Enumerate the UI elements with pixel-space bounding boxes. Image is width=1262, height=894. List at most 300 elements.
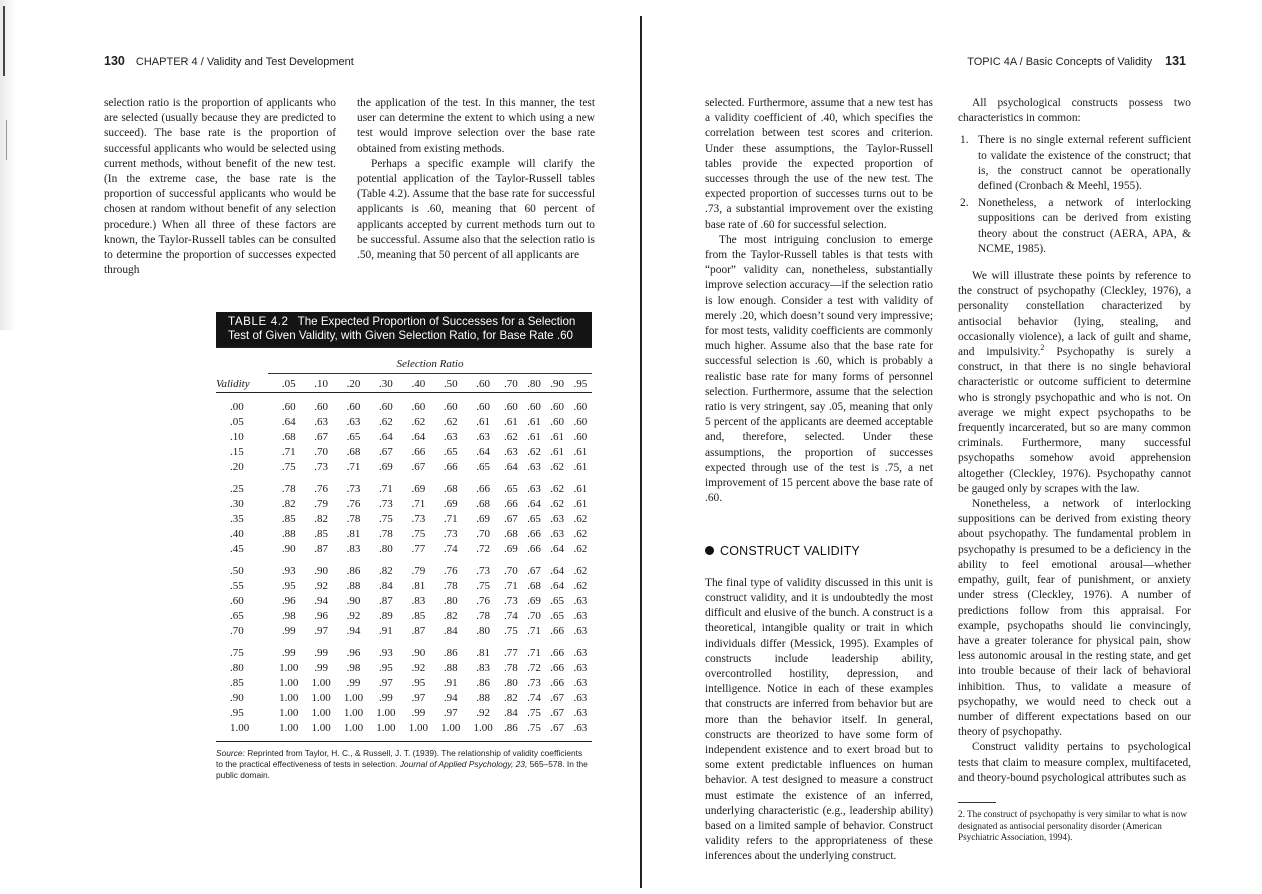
- table-cell: .78: [281, 482, 296, 495]
- table-cell: .60: [550, 415, 565, 428]
- table-row: [216, 496, 592, 511]
- table-cell: .82: [379, 564, 393, 577]
- table-cell: .62: [550, 460, 565, 473]
- table-cell: .63: [573, 721, 588, 734]
- table-cell: .65: [346, 430, 361, 443]
- list-text: There is no single external referent sufficient to validate the existence of the construct; that is, the construct cannot be operationally defined (Cronbach & Meehl, 1955).: [978, 134, 1191, 193]
- table-cell: .62: [379, 415, 393, 428]
- table-cell: .79: [314, 497, 329, 510]
- table-cell: .78: [476, 609, 490, 622]
- table-cell: .86: [476, 676, 490, 689]
- table-cell: .71: [527, 624, 541, 637]
- table-cell: .62: [550, 482, 565, 495]
- table-cell: .62: [550, 497, 565, 510]
- right-page-number: 131: [1165, 54, 1186, 68]
- table-cell: .88: [281, 527, 296, 540]
- right-running-head: [967, 54, 1186, 68]
- table-cell: .60: [443, 400, 458, 413]
- table-cell: .63: [573, 609, 588, 622]
- table-cell: .67: [314, 430, 329, 443]
- table-cell: .95: [281, 579, 296, 592]
- validity-value: .45: [230, 542, 244, 555]
- table-cell: .69: [527, 594, 541, 607]
- table-cell: .73: [443, 527, 458, 540]
- table-cell: .99: [379, 691, 393, 704]
- table-cell: .61: [573, 445, 588, 458]
- table-cell: .92: [346, 609, 361, 622]
- table-cell: .93: [379, 646, 393, 659]
- table-cell: .68: [443, 482, 458, 495]
- left-page-number: 130: [104, 54, 125, 68]
- table-cell: .69: [476, 512, 490, 525]
- table-cell: .85: [411, 609, 426, 622]
- table-label: TABLE 4.2: [228, 315, 289, 328]
- table-row: [216, 474, 592, 496]
- table-cell: 1.00: [311, 721, 331, 734]
- table-cell: .86: [346, 564, 361, 577]
- table-cell: .75: [411, 527, 426, 540]
- table-cell: .83: [411, 594, 426, 607]
- validity-value: .05: [230, 415, 244, 428]
- source-label: Source:: [216, 748, 245, 758]
- table-cell: .61: [573, 482, 588, 495]
- source-journal: Journal of Applied Psychology, 23,: [399, 759, 528, 769]
- validity-value: .15: [230, 445, 244, 458]
- table-cell: .73: [314, 460, 329, 473]
- table-cell: .61: [503, 415, 518, 428]
- table-cell: 1.00: [343, 706, 364, 719]
- section-heading: [705, 544, 933, 559]
- table-cell: .63: [573, 691, 588, 704]
- table-cell: .96: [314, 609, 329, 622]
- table-cell: .63: [573, 706, 588, 719]
- table-cell: 1.00: [279, 721, 299, 734]
- table-cell: .82: [281, 497, 296, 510]
- validity-value: .00: [230, 400, 244, 413]
- table-cell: .75: [503, 624, 518, 637]
- table-cell: 1.00: [279, 661, 299, 674]
- table-cell: .73: [476, 564, 490, 577]
- table-cell: .62: [573, 579, 588, 592]
- body-paragraph: selected. Furthermore, assume that a new test has a validity coefficient of .40, which specifies the correlation between test scores and criterion. Under these assumptions, the Taylor-Russell tables provide the expected proportion of successes through the use of the new test. The expected proportion of successes turns out to be .73, a substantial improvement over the existing base rate of .60 for successful selection.: [705, 97, 933, 231]
- body-paragraph: [958, 269, 1191, 497]
- table-cell: .73: [527, 676, 541, 689]
- footnote: 2. The construct of psychopathy is very similar to what is now designated as antisocial personality disorder (American Psychiatric Association, 1994).: [958, 808, 1187, 843]
- table-cell: .76: [443, 564, 458, 577]
- table-cell: 1.00: [311, 676, 331, 689]
- paragraph-text: Psychopathy is surely a construct, in that there is no single behavioral characteristic or outcome sufficient to determine who is strongly psychopathic and who is not. On average we might expect psychopaths to be frequently incarcerated, but so are many common criminals. Furthermore, many successful psychopaths somehow avoid apprehension altogether (Cleckley, 1976). Psychopathy cannot be gauged only by scrapes with the law.: [958, 346, 1191, 495]
- table-cell: .66: [550, 676, 565, 689]
- table-cell: .68: [476, 497, 490, 510]
- table-cell: .71: [379, 482, 393, 495]
- table-cell: .98: [346, 661, 361, 674]
- table-cell: .69: [503, 542, 518, 555]
- table-cell: .83: [346, 542, 361, 555]
- validity-value: .30: [230, 497, 244, 510]
- table-cell: 1.00: [408, 721, 428, 734]
- table-cell: .80: [443, 594, 458, 607]
- table-cell: .72: [527, 661, 541, 674]
- table-row: [216, 638, 592, 660]
- table-cell: .82: [314, 512, 329, 525]
- table-row: [216, 414, 592, 429]
- binding-mark: [3, 6, 5, 76]
- validity-value: .90: [230, 691, 244, 704]
- selection-ratio-column-header: .95: [573, 378, 588, 391]
- table-cell: .73: [379, 497, 393, 510]
- table-cell: 1.00: [376, 706, 396, 719]
- selection-ratio-column-header: .90: [550, 378, 565, 391]
- validity-value: .40: [230, 527, 244, 540]
- list-text: Nonetheless, a network of interlocking suppositions can be derived from existing theory about the construct (AERA, APA, & NCME, 1985).: [978, 197, 1191, 255]
- table-cell: .60: [346, 400, 361, 413]
- table-cell: .70: [527, 609, 541, 622]
- table-cell: .85: [281, 512, 296, 525]
- table-cell: .62: [443, 415, 458, 428]
- table-cell: .99: [281, 624, 296, 637]
- table-cell: 1.00: [311, 691, 331, 704]
- table-cell: .65: [550, 609, 565, 622]
- table-cell: .88: [346, 579, 361, 592]
- selection-ratio-column-header: .50: [443, 378, 458, 391]
- table-body: [216, 392, 592, 735]
- table-cell: .94: [346, 624, 361, 637]
- paragraph-text: We will illustrate these points by reference to the construct of psychopathy (Cleckley, 1976), a personality constellation characterized by antisocial behavior (lying, stealing, and occasionally violence), a lack of guilt and shame, and impulsivity.: [958, 270, 1191, 359]
- table-cell: .64: [527, 497, 541, 510]
- table-row: [216, 459, 592, 474]
- table-cell: .62: [503, 430, 518, 443]
- footnote-rule: [958, 802, 996, 803]
- table-cell: .75: [379, 512, 393, 525]
- selection-ratio-header: Selection Ratio: [396, 358, 464, 370]
- table-cell: .67: [411, 460, 426, 473]
- table-cell: .71: [503, 579, 518, 592]
- selection-ratio-column-header: .30: [379, 378, 393, 391]
- table-cell: .61: [527, 430, 541, 443]
- table-cell: .60: [411, 400, 426, 413]
- source-text: Reprinted from Taylor, H. C., & Russell, J. T. (1939). The relationship of validity coefficients to the practical effectiveness of tests in selection.: [216, 748, 583, 769]
- table-cell: .81: [411, 579, 426, 592]
- selection-ratio-column-header: .70: [503, 378, 518, 391]
- binding-mark: [6, 120, 7, 160]
- validity-value: .10: [230, 430, 244, 443]
- selection-ratio-column-header: .10: [314, 378, 329, 391]
- table-cell: .96: [281, 594, 296, 607]
- table-cell: .61: [476, 415, 490, 428]
- table-cell: .67: [379, 445, 393, 458]
- validity-value: .70: [230, 624, 244, 637]
- table-cell: .74: [443, 542, 458, 555]
- table-cell: .74: [503, 609, 518, 622]
- table-cell: .61: [573, 460, 588, 473]
- table-cell: .62: [573, 512, 588, 525]
- table-cell: .81: [346, 527, 361, 540]
- left-running-head: [104, 54, 354, 68]
- table-cell: .92: [476, 706, 490, 719]
- validity-value: .35: [230, 512, 244, 525]
- numbered-list: [958, 133, 1191, 257]
- validity-value: .55: [230, 579, 244, 592]
- table-cell: .61: [573, 497, 588, 510]
- table-cell: .86: [443, 646, 458, 659]
- table-cell: .87: [379, 594, 393, 607]
- table-cell: .63: [573, 646, 588, 659]
- table-cell: .67: [527, 564, 541, 577]
- table-cell: .75: [527, 706, 541, 719]
- table-cell: .60: [281, 400, 296, 413]
- table-cell: .71: [281, 445, 296, 458]
- table-cell: .66: [550, 646, 565, 659]
- table-cell: .61: [527, 415, 541, 428]
- table-cell: .61: [550, 445, 565, 458]
- table-row: [216, 593, 592, 608]
- table-cell: 1.00: [376, 721, 396, 734]
- validity-table: [216, 374, 592, 735]
- table-cell: .88: [476, 691, 490, 704]
- left-column-2: [357, 96, 595, 263]
- table-cell: .76: [476, 594, 490, 607]
- table-cell: .76: [314, 482, 329, 495]
- list-item: [958, 133, 1191, 194]
- table-header-row: [216, 374, 592, 392]
- table-cell: .97: [443, 706, 458, 719]
- table-cell: .96: [346, 646, 361, 659]
- table-cell: .68: [346, 445, 361, 458]
- table-cell: .66: [411, 445, 426, 458]
- table-cell: .84: [379, 579, 393, 592]
- source-text-end: 565–578. In the public domain.: [216, 759, 588, 780]
- table-cell: .82: [443, 609, 458, 622]
- table-row: [216, 392, 592, 414]
- table-cell: .71: [527, 646, 541, 659]
- table-cell: .64: [550, 579, 565, 592]
- table-row: [216, 526, 592, 541]
- table-cell: .97: [379, 676, 393, 689]
- table-cell: .69: [411, 482, 426, 495]
- table-cell: .62: [527, 445, 541, 458]
- table-cell: .67: [550, 691, 565, 704]
- table-cell: .63: [346, 415, 361, 428]
- validity-value: .75: [230, 646, 244, 659]
- table-cell: .65: [476, 460, 490, 473]
- table-cell: .60: [573, 415, 588, 428]
- table-cell: .98: [281, 609, 296, 622]
- table-cell: .66: [527, 527, 541, 540]
- body-paragraph: the application of the test. In this manner, the test user can determine the extent to which using a new test would improve selection over the base rate obtained from existing methods.: [357, 97, 595, 155]
- table-cell: .63: [476, 430, 490, 443]
- table-cell: .62: [573, 527, 588, 540]
- table-row: [216, 690, 592, 705]
- table-cell: .84: [503, 706, 518, 719]
- right-column-1: [705, 96, 933, 865]
- selection-ratio-column-header: .80: [527, 378, 541, 391]
- table-cell: .65: [503, 482, 518, 495]
- list-item: [958, 196, 1191, 257]
- table-cell: .63: [527, 460, 541, 473]
- table-cell: .83: [476, 661, 490, 674]
- validity-value: .60: [230, 594, 244, 607]
- table-row: [216, 623, 592, 638]
- table-cell: .73: [503, 594, 518, 607]
- table-cell: .62: [411, 415, 426, 428]
- table-cell: .66: [527, 542, 541, 555]
- table-cell: .60: [573, 400, 588, 413]
- table-cell: .61: [550, 430, 565, 443]
- table-cell: .80: [503, 676, 518, 689]
- validity-value: .25: [230, 482, 244, 495]
- table-cell: .63: [503, 445, 518, 458]
- table-cell: .94: [314, 594, 329, 607]
- body-paragraph: Perhaps a specific example will clarify the potential application of the Taylor-Russell tables (Table 4.2). Assume that the base rate for successful applicants is .60, meaning that 60 percent of applicants accepted by current methods turn out to be successful. Assume also that the selection ratio is .50, meaning that 50 percent of all applicants are: [357, 157, 595, 262]
- table-cell: .63: [573, 624, 588, 637]
- table-cell: .62: [573, 564, 588, 577]
- table-cell: .94: [443, 691, 458, 704]
- table-cell: .93: [281, 564, 296, 577]
- page-binding-edge: [0, 0, 16, 330]
- body-paragraph: Nonetheless, a network of interlocking suppositions can be derived from existing theory about psychopathy. The fundamental problem in psychopathy is presumed to be a deficiency in the ability to feel emotional arousal—whether empathy, guilt, fear of punishment, or anxiety under stress (Cleckley, 1976). A number of predictions follow from this appraisal. For example, psychopaths should lie convincingly, have a greater tolerance for physical pain, show less autonomic arousal in the resting state, and get into trouble because of their lack of behavioral inhibition. Thus, to validate a measure of psychopathy, we would need to check out a number of different expectations based on our theory of psychopathy.: [958, 498, 1191, 739]
- table-cell: .63: [314, 415, 329, 428]
- table-cell: .75: [281, 460, 296, 473]
- table-row: [216, 444, 592, 459]
- table-cell: .60: [527, 400, 541, 413]
- validity-value: .95: [230, 706, 244, 719]
- table-cell: .91: [443, 676, 458, 689]
- table-cell: 1.00: [343, 691, 364, 704]
- table-cell: 1.00: [311, 706, 331, 719]
- table-cell: .60: [503, 400, 518, 413]
- table-cell: .92: [411, 661, 426, 674]
- table-cell: .66: [550, 661, 565, 674]
- table-caption: [216, 312, 592, 347]
- table-cell: .66: [443, 460, 458, 473]
- right-column-2: [958, 96, 1191, 844]
- table-cell: 1.00: [473, 721, 493, 734]
- section-heading-text: CONSTRUCT VALIDITY: [720, 544, 860, 559]
- validity-value: .65: [230, 609, 244, 622]
- table-bottom-rule: [216, 741, 592, 742]
- table-cell: .63: [573, 661, 588, 674]
- table-cell: .67: [550, 721, 565, 734]
- table-cell: .90: [281, 542, 296, 555]
- table-cell: .60: [314, 400, 329, 413]
- table-row: [216, 705, 592, 720]
- body-paragraph: Construct validity pertains to psychological tests that claim to measure complex, multifaceted, and theory-bound psychological attributes such as: [958, 741, 1191, 784]
- table-cell: .91: [379, 624, 393, 637]
- table-cell: .65: [443, 445, 458, 458]
- table-cell: .64: [476, 445, 490, 458]
- validity-value: 1.00: [230, 721, 250, 734]
- table-cell: .77: [411, 542, 426, 555]
- table-row: [216, 429, 592, 444]
- table-cell: .65: [550, 594, 565, 607]
- table-cell: .99: [314, 646, 329, 659]
- table-cell: .63: [550, 527, 565, 540]
- validity-column-header: Validity: [216, 378, 250, 391]
- table-cell: .69: [379, 460, 393, 473]
- table-cell: .87: [314, 542, 329, 555]
- table-cell: .64: [550, 542, 565, 555]
- table-cell: .79: [411, 564, 426, 577]
- table-row: [216, 720, 592, 735]
- table-cell: .64: [503, 460, 518, 473]
- table-cell: .62: [573, 542, 588, 555]
- table-cell: .73: [411, 512, 426, 525]
- table-row: [216, 556, 592, 578]
- table-cell: 1.00: [441, 721, 461, 734]
- selection-ratio-column-header: .20: [346, 378, 361, 391]
- table-cell: .60: [573, 430, 588, 443]
- table-cell: .66: [503, 497, 518, 510]
- table-cell: .81: [476, 646, 490, 659]
- body-paragraph: The final type of validity discussed in this unit is construct validity, and it is undoubtedly the most difficult and elusive of the bunch. A construct is a theoretical, intangible quality or trait in which individuals differ (Messick, 1995). Examples of constructs include leadership ability, overcontrolled hostility, depression, and intelligence. Notice in each of these examples that constructs are inferred from behavior but are more than the behavior itself. In general, constructs are theorized to have some form of independent existence and to exert broad but to some extent predictable influences on human behavior. A test designed to measure a construct must estimate the existence of an inferred, underlying characteristic (e.g., leadership ability) based on a limited sample of behavior. Construct validity refers to the appropriateness of these inferences about the underlying construct.: [705, 576, 933, 863]
- table-cell: .60: [550, 400, 565, 413]
- table-row: [216, 660, 592, 675]
- table-cell: .80: [379, 542, 393, 555]
- table-cell: .85: [314, 527, 329, 540]
- table-cell: .74: [527, 691, 541, 704]
- list-number: 2.: [960, 197, 969, 210]
- table-cell: .82: [503, 691, 518, 704]
- table-cell: .68: [281, 430, 296, 443]
- table-cell: .63: [527, 482, 541, 495]
- table-cell: .71: [443, 512, 458, 525]
- table-cell: .88: [443, 661, 458, 674]
- footnote-marker: 2: [1040, 343, 1045, 353]
- table-cell: .99: [411, 706, 426, 719]
- table-cell: .63: [443, 430, 458, 443]
- table-cell: 1.00: [343, 721, 364, 734]
- body-paragraph: The most intriguing conclusion to emerge from the Taylor-Russell tables is that tests with “poor” validity can, nonetheless, substantially improve selection accuracy—if the selection ratio is low enough. Consider a test with validity of merely .20, which doesn’t sound very impressive; for most tests, validity coefficients are commonly much higher. Assume also that the base rate for successful selection is .60, which is probably a realistic base rate for many forms of personnel selection. Furthermore, assume that the selection ratio is very stringent, say .05, meaning that only 5 percent of the applicants are deemed acceptable and, therefore, selected. Under these assumptions, the proportion of successes expected through use of the test is .75, a net improvement of 15 percent above the base rate of .60.: [705, 233, 933, 505]
- validity-value: .85: [230, 676, 244, 689]
- left-column-1: [104, 96, 336, 278]
- table-cell: .70: [476, 527, 490, 540]
- table-cell: .71: [346, 460, 361, 473]
- list-number: 1.: [960, 134, 969, 147]
- table-cell: .97: [411, 691, 426, 704]
- table-cell: .63: [573, 594, 588, 607]
- table-cell: .63: [573, 676, 588, 689]
- table-cell: .78: [346, 512, 361, 525]
- book-gutter: [640, 16, 642, 888]
- table-cell: .75: [527, 721, 541, 734]
- validity-value: .50: [230, 564, 244, 577]
- table-cell: 1.00: [279, 691, 299, 704]
- table-cell: .65: [527, 512, 541, 525]
- table-cell: .90: [314, 564, 329, 577]
- selection-ratio-column-header: .60: [476, 378, 490, 391]
- table-cell: .60: [476, 400, 490, 413]
- table-row: [216, 608, 592, 623]
- right-topic-title: TOPIC 4A / Basic Concepts of Validity: [967, 56, 1153, 68]
- validity-value: .80: [230, 661, 244, 674]
- table-cell: .66: [550, 624, 565, 637]
- table-cell: .71: [411, 497, 426, 510]
- table-cell: .64: [379, 430, 393, 443]
- validity-value: .20: [230, 460, 244, 473]
- table-cell: .64: [411, 430, 426, 443]
- table-cell: .95: [379, 661, 393, 674]
- table-cell: .77: [503, 646, 518, 659]
- table-cell: .95: [411, 676, 426, 689]
- table-cell: .90: [411, 646, 426, 659]
- table-cell: .63: [550, 512, 565, 525]
- table-cell: .73: [346, 482, 361, 495]
- table-cell: .75: [476, 579, 490, 592]
- table-cell: 1.00: [279, 706, 299, 719]
- table-title: The Expected Proportion of Successes for a Selection Test of Given Validity, with Given Selection Ratio, for Base Rate .60: [228, 315, 576, 342]
- table-source-note: [216, 748, 588, 781]
- table-cell: 1.00: [279, 676, 299, 689]
